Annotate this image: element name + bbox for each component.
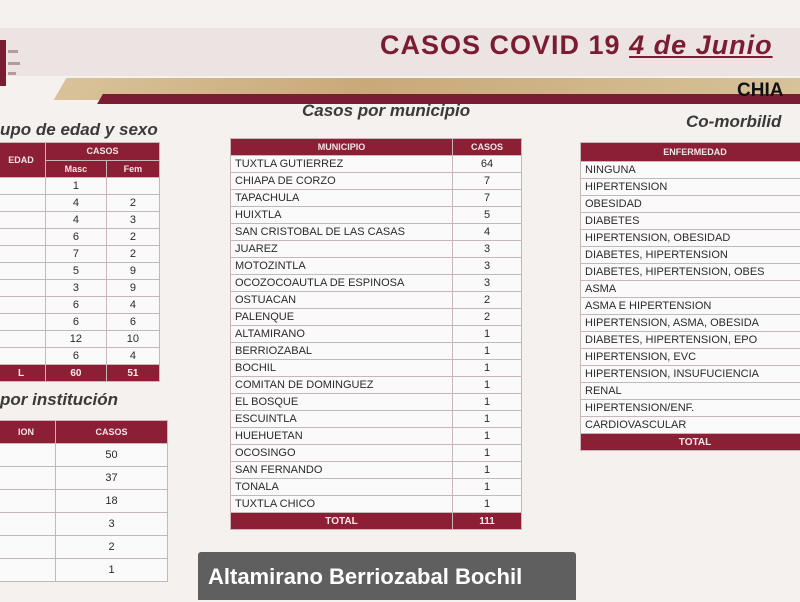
comorbidity-row <box>581 179 800 196</box>
col-male: Masc <box>46 160 107 178</box>
comorbidity-name: DIABETES, HIPERTENSION, OBES <box>581 264 800 281</box>
mun-total-label: TOTAL <box>231 513 453 530</box>
female-count: 2 <box>106 229 159 246</box>
municipio-cases: 1 <box>453 343 522 360</box>
institution-row <box>0 513 168 536</box>
comorbidity-name: HIPERTENSION, EVC <box>581 349 800 366</box>
male-count: 4 <box>46 195 107 212</box>
municipio-row <box>231 156 522 173</box>
comorbidity-name: DIABETES, HIPERTENSION <box>581 247 800 264</box>
age-cell <box>0 178 46 195</box>
comorbidity-name: HIPERTENSION <box>581 179 800 196</box>
municipio-row <box>231 309 522 326</box>
age-sex-title: upo de edad y sexo <box>0 120 158 140</box>
government-logo <box>0 40 24 86</box>
comorbidity-name: HIPERTENSION, OBESIDAD <box>581 230 800 247</box>
municipio-row <box>231 173 522 190</box>
comorbidity-table <box>580 142 800 451</box>
municipio-name: MOTOZINTLA <box>231 258 453 275</box>
municipio-cases: 1 <box>453 479 522 496</box>
municipio-row <box>231 445 522 462</box>
age-row <box>0 263 160 280</box>
municipio-cases: 64 <box>453 156 522 173</box>
municipio-table <box>230 138 522 530</box>
institution-row <box>0 559 168 582</box>
age-cell <box>0 246 46 263</box>
municipio-cases: 1 <box>453 496 522 513</box>
female-count: 4 <box>106 348 159 365</box>
state-label: CHIA <box>737 80 783 102</box>
age-row <box>0 246 160 263</box>
age-cell <box>0 331 46 348</box>
comorbidity-name: ASMA <box>581 281 800 298</box>
municipio-row <box>231 360 522 377</box>
institution-row <box>0 490 168 513</box>
municipio-name: ESCUINTLA <box>231 411 453 428</box>
age-cell <box>0 280 46 297</box>
page-title <box>380 30 773 61</box>
comorbidity-row <box>581 315 800 332</box>
age-total-label: L <box>0 365 46 382</box>
municipio-row <box>231 241 522 258</box>
age-sex-table <box>0 142 160 382</box>
municipio-row <box>231 462 522 479</box>
municipio-row <box>231 326 522 343</box>
comorbidity-row <box>581 298 800 315</box>
municipio-name: SAN CRISTOBAL DE LAS CASAS <box>231 224 453 241</box>
col-mun-cases: CASOS <box>453 139 522 156</box>
female-count <box>106 178 159 195</box>
age-cell <box>0 263 46 280</box>
municipio-cases: 1 <box>453 462 522 479</box>
female-count: 10 <box>106 331 159 348</box>
institution-count: 37 <box>56 467 168 490</box>
age-total-male: 60 <box>46 365 107 382</box>
municipio-name: OCOSINGO <box>231 445 453 462</box>
col-inst-cases: CASOS <box>56 421 168 444</box>
mun-total-row <box>231 513 522 530</box>
municipio-name: COMITAN DE DOMINGUEZ <box>231 377 453 394</box>
col-age: EDAD <box>0 143 46 178</box>
comorbidity-row <box>581 417 800 434</box>
comorbidity-name: DIABETES, HIPERTENSION, EPO <box>581 332 800 349</box>
comorbidity-name: ASMA E HIPERTENSION <box>581 298 800 315</box>
female-count: 9 <box>106 263 159 280</box>
female-count: 2 <box>106 246 159 263</box>
institution-table <box>0 420 168 582</box>
institution-count: 1 <box>56 559 168 582</box>
municipio-row <box>231 258 522 275</box>
age-row <box>0 348 160 365</box>
municipio-cases: 3 <box>453 275 522 292</box>
institution-row <box>0 444 168 467</box>
municipio-cases: 2 <box>453 292 522 309</box>
municipio-name: SAN FERNANDO <box>231 462 453 479</box>
age-row <box>0 297 160 314</box>
col-enfermedad: ENFERMEDAD <box>581 143 800 162</box>
comorbidity-row <box>581 281 800 298</box>
municipio-row <box>231 207 522 224</box>
municipio-name: TUXTLA GUTIERREZ <box>231 156 453 173</box>
institution-count: 2 <box>56 536 168 559</box>
municipio-cases: 1 <box>453 394 522 411</box>
comorbidity-name: DIABETES <box>581 213 800 230</box>
municipio-cases: 2 <box>453 309 522 326</box>
com-total-row <box>581 434 800 451</box>
age-row <box>0 314 160 331</box>
municipio-cases: 3 <box>453 258 522 275</box>
comorbidity-name: HIPERTENSION/ENF. <box>581 400 800 417</box>
female-count: 3 <box>106 212 159 229</box>
institution-count: 18 <box>56 490 168 513</box>
comorbidity-row <box>581 349 800 366</box>
municipio-cases: 1 <box>453 445 522 462</box>
age-row <box>0 331 160 348</box>
comorbidity-name: NINGUNA <box>581 162 800 179</box>
comorbidity-row <box>581 247 800 264</box>
institution-count: 3 <box>56 513 168 536</box>
age-total-female: 51 <box>106 365 159 382</box>
comorbidity-row <box>581 213 800 230</box>
municipio-row <box>231 428 522 445</box>
age-cell <box>0 212 46 229</box>
municipio-cases: 3 <box>453 241 522 258</box>
municipio-cases: 5 <box>453 207 522 224</box>
municipio-name: TAPACHULA <box>231 190 453 207</box>
col-female: Fem <box>106 160 159 178</box>
female-count: 2 <box>106 195 159 212</box>
municipio-row <box>231 479 522 496</box>
institution-row <box>0 536 168 559</box>
institution-cell <box>0 490 56 513</box>
municipio-row <box>231 394 522 411</box>
municipio-row <box>231 496 522 513</box>
comorbidity-title: Co-morbilid <box>686 112 781 132</box>
comorbidity-name: HIPERTENSION, INSUFUCIENCIA <box>581 366 800 383</box>
municipio-name: HUEHUETAN <box>231 428 453 445</box>
municipio-name: TUXTLA CHICO <box>231 496 453 513</box>
female-count: 4 <box>106 297 159 314</box>
institution-cell <box>0 536 56 559</box>
male-count: 6 <box>46 297 107 314</box>
municipio-name: BERRIOZABAL <box>231 343 453 360</box>
age-cell <box>0 348 46 365</box>
comorbidity-name: RENAL <box>581 383 800 400</box>
comorbidity-row <box>581 400 800 417</box>
male-count: 6 <box>46 229 107 246</box>
municipio-name: OCOZOCOAUTLA DE ESPINOSA <box>231 275 453 292</box>
male-count: 1 <box>46 178 107 195</box>
col-cases: CASOS <box>46 143 160 161</box>
video-caption: Altamirano Berriozabal Bochil <box>198 552 576 600</box>
age-total-row <box>0 365 160 382</box>
municipio-cases: 7 <box>453 173 522 190</box>
institution-cell <box>0 467 56 490</box>
municipio-cases: 1 <box>453 360 522 377</box>
municipio-name: PALENQUE <box>231 309 453 326</box>
municipio-name: EL BOSQUE <box>231 394 453 411</box>
comorbidity-row <box>581 230 800 247</box>
comorbidity-row <box>581 332 800 349</box>
municipio-cases: 4 <box>453 224 522 241</box>
male-count: 7 <box>46 246 107 263</box>
municipio-row <box>231 377 522 394</box>
municipio-cases: 1 <box>453 428 522 445</box>
comorbidity-name: OBESIDAD <box>581 196 800 213</box>
col-municipio: MUNICIPIO <box>231 139 453 156</box>
comorbidity-row <box>581 366 800 383</box>
institution-row <box>0 467 168 490</box>
institution-cell <box>0 444 56 467</box>
institution-title: por institución <box>0 390 118 410</box>
municipio-name: OSTUACAN <box>231 292 453 309</box>
mun-total-cases: 111 <box>453 513 522 530</box>
male-count: 5 <box>46 263 107 280</box>
municipio-cases: 7 <box>453 190 522 207</box>
municipio-row <box>231 292 522 309</box>
municipio-row <box>231 224 522 241</box>
male-count: 6 <box>46 314 107 331</box>
male-count: 6 <box>46 348 107 365</box>
col-institution: ION <box>0 421 56 444</box>
municipio-row <box>231 190 522 207</box>
age-row <box>0 229 160 246</box>
municipio-row <box>231 411 522 428</box>
female-count: 6 <box>106 314 159 331</box>
age-cell <box>0 314 46 331</box>
comorbidity-row <box>581 196 800 213</box>
municipio-name: BOCHIL <box>231 360 453 377</box>
municipio-cases: 1 <box>453 377 522 394</box>
municipio-title: Casos por municipio <box>302 101 470 121</box>
com-total-label: TOTAL <box>581 434 800 451</box>
municipio-row <box>231 343 522 360</box>
age-row <box>0 212 160 229</box>
municipio-row <box>231 275 522 292</box>
municipio-name: JUAREZ <box>231 241 453 258</box>
male-count: 4 <box>46 212 107 229</box>
male-count: 3 <box>46 280 107 297</box>
municipio-cases: 1 <box>453 411 522 428</box>
municipio-name: HUIXTLA <box>231 207 453 224</box>
municipio-cases: 1 <box>453 326 522 343</box>
municipio-name: ALTAMIRANO <box>231 326 453 343</box>
title-main: CASOS COVID 19 <box>380 30 621 60</box>
age-cell <box>0 297 46 314</box>
institution-count: 50 <box>56 444 168 467</box>
institution-cell <box>0 559 56 582</box>
female-count: 9 <box>106 280 159 297</box>
age-cell <box>0 195 46 212</box>
title-date: 4 de Junio <box>629 30 773 60</box>
comorbidity-row <box>581 264 800 281</box>
comorbidity-name: HIPERTENSION, ASMA, OBESIDA <box>581 315 800 332</box>
age-row <box>0 195 160 212</box>
age-cell <box>0 229 46 246</box>
comorbidity-row <box>581 383 800 400</box>
male-count: 12 <box>46 331 107 348</box>
comorbidity-name: CARDIOVASCULAR <box>581 417 800 434</box>
comorbidity-row <box>581 162 800 179</box>
age-row <box>0 280 160 297</box>
municipio-name: CHIAPA DE CORZO <box>231 173 453 190</box>
institution-cell <box>0 513 56 536</box>
age-row <box>0 178 160 195</box>
municipio-name: TONALA <box>231 479 453 496</box>
